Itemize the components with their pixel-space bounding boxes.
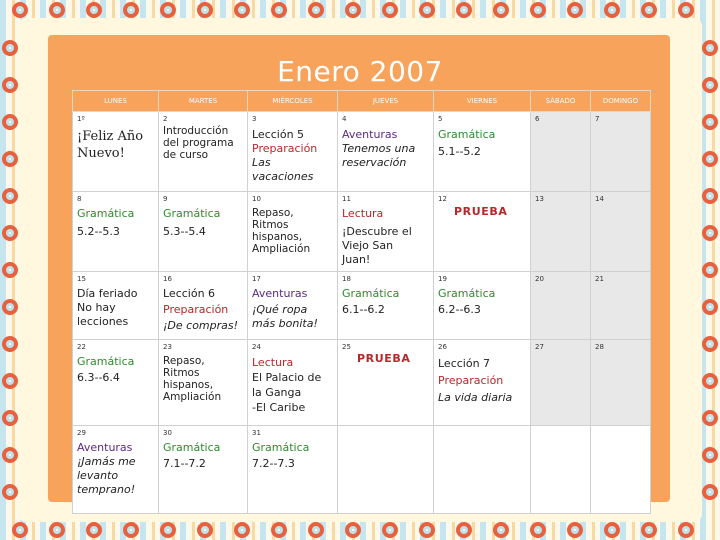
ring-decoration bbox=[678, 2, 694, 18]
note-line: Aventuras bbox=[77, 441, 133, 454]
week-row bbox=[73, 112, 651, 192]
ring-decoration bbox=[530, 522, 546, 538]
ring-decoration bbox=[86, 2, 102, 18]
ring-decoration bbox=[2, 373, 18, 389]
note-line: ¡Descubre el bbox=[342, 225, 412, 238]
day-cell bbox=[73, 272, 159, 340]
note-line: No hay bbox=[77, 301, 116, 314]
ring-decoration bbox=[2, 114, 18, 130]
note-line: Ampliación bbox=[163, 391, 222, 403]
day-number: 5 bbox=[438, 115, 443, 123]
weekend-cell bbox=[531, 272, 591, 340]
ring-decoration bbox=[702, 336, 718, 352]
note-line: Gramática bbox=[77, 207, 135, 220]
ring-decoration bbox=[702, 410, 718, 426]
day-number: 10 bbox=[252, 195, 261, 203]
weekday-friday: VIERNES bbox=[434, 91, 531, 112]
ring-decoration bbox=[49, 2, 65, 18]
note-line: Viejo San bbox=[342, 239, 394, 252]
day-cell bbox=[338, 272, 434, 340]
day-number: 18 bbox=[342, 275, 351, 283]
weekday-thursday: JUEVES bbox=[338, 91, 434, 112]
note-line: Gramática bbox=[438, 128, 496, 141]
ring-decoration bbox=[123, 522, 139, 538]
ring-decoration bbox=[234, 522, 250, 538]
note-line: Juan! bbox=[342, 253, 371, 266]
day-number: 31 bbox=[252, 429, 261, 437]
calendar-table bbox=[72, 90, 651, 514]
note-line: 7.1--7.2 bbox=[163, 457, 206, 470]
weekend-cell bbox=[531, 112, 591, 192]
day-number: 24 bbox=[252, 343, 261, 351]
note-line: ¡Jamás me bbox=[77, 455, 136, 468]
note-line: Tenemos una bbox=[342, 142, 416, 155]
note-line: -El Caribe bbox=[252, 401, 306, 414]
note-line: Introducción bbox=[163, 125, 229, 137]
note-line: 7.2--7.3 bbox=[252, 457, 295, 470]
day-cell bbox=[591, 426, 651, 514]
page-title: Enero 2007 bbox=[277, 55, 443, 88]
ring-decoration bbox=[456, 522, 472, 538]
day-number: 11 bbox=[342, 195, 351, 203]
day-number: 29 bbox=[77, 429, 86, 437]
ring-decoration bbox=[702, 484, 718, 500]
ring-decoration bbox=[604, 2, 620, 18]
ring-decoration bbox=[2, 40, 18, 56]
weekday-monday: LUNES bbox=[73, 91, 159, 112]
ring-decoration bbox=[493, 2, 509, 18]
note-line: hispanos, bbox=[163, 379, 214, 391]
day-number: 12 bbox=[438, 195, 447, 203]
ring-decoration bbox=[702, 262, 718, 278]
note-line: Gramática bbox=[342, 287, 400, 300]
day-number: 3 bbox=[252, 115, 257, 123]
ring-decoration bbox=[2, 484, 18, 500]
day-number: 30 bbox=[163, 429, 172, 437]
day-number: 9 bbox=[163, 195, 168, 203]
day-number: 2 bbox=[163, 115, 168, 123]
ring-decoration bbox=[160, 2, 176, 18]
weekday-saturday: SÁBADO bbox=[531, 91, 591, 112]
weekend-cell bbox=[591, 272, 651, 340]
weekend-cell bbox=[591, 192, 651, 272]
day-cell bbox=[434, 272, 531, 340]
note-line: Las bbox=[252, 156, 271, 169]
week-row bbox=[73, 426, 651, 514]
day-cell bbox=[159, 272, 248, 340]
note-line: hispanos, bbox=[252, 231, 303, 243]
weekend-cell bbox=[531, 192, 591, 272]
day-number: 23 bbox=[163, 343, 172, 351]
day-number bbox=[438, 428, 526, 439]
day-number: 4 bbox=[342, 115, 347, 123]
day-number: 27 bbox=[535, 343, 544, 351]
ring-decoration bbox=[493, 522, 509, 538]
ring-decoration bbox=[197, 522, 213, 538]
ring-decoration bbox=[123, 2, 139, 18]
ring-decoration bbox=[2, 188, 18, 204]
weekend-cell bbox=[591, 340, 651, 426]
day-number: 17 bbox=[252, 275, 261, 283]
note-line: Nuevo! bbox=[77, 146, 125, 161]
day-cell bbox=[159, 426, 248, 514]
week-row bbox=[73, 272, 651, 340]
note-line: 5.1--5.2 bbox=[438, 145, 481, 158]
day-number: 13 bbox=[535, 195, 544, 203]
ring-decoration bbox=[308, 522, 324, 538]
week-row bbox=[73, 192, 651, 272]
ring-decoration bbox=[308, 2, 324, 18]
day-cell bbox=[338, 340, 434, 426]
day-number: 25 bbox=[342, 343, 351, 351]
day-number bbox=[342, 428, 429, 439]
day-cell bbox=[338, 426, 434, 514]
ring-decoration bbox=[641, 2, 657, 18]
day-cell bbox=[248, 112, 338, 192]
ring-decoration bbox=[382, 522, 398, 538]
ring-decoration bbox=[678, 522, 694, 538]
day-number: 1º bbox=[77, 115, 85, 123]
note-line: Día feriado bbox=[77, 287, 138, 300]
ring-decoration bbox=[271, 2, 287, 18]
day-cell bbox=[73, 112, 159, 192]
day-number: 21 bbox=[595, 275, 604, 283]
ring-decoration bbox=[12, 522, 28, 538]
ring-decoration bbox=[2, 225, 18, 241]
day-number: 15 bbox=[77, 275, 86, 283]
ring-decoration bbox=[702, 151, 718, 167]
note-line: 5.2--5.3 bbox=[77, 225, 120, 238]
day-cell bbox=[73, 426, 159, 514]
day-number: 26 bbox=[438, 343, 447, 351]
note-line: Lección 5 bbox=[252, 128, 305, 141]
note-line: Ritmos bbox=[252, 219, 289, 231]
ring-decoration bbox=[641, 522, 657, 538]
weekday-header-row bbox=[73, 91, 651, 112]
note-line: lecciones bbox=[77, 315, 129, 328]
ring-decoration bbox=[567, 2, 583, 18]
day-cell bbox=[248, 340, 338, 426]
note-line: Gramática bbox=[252, 441, 310, 454]
day-number: 22 bbox=[77, 343, 86, 351]
ring-decoration bbox=[604, 522, 620, 538]
note-line: 6.3--6.4 bbox=[77, 371, 120, 384]
note-line: ¡Feliz Año bbox=[77, 129, 144, 144]
ring-decoration bbox=[197, 2, 213, 18]
note-line: del programa bbox=[163, 137, 234, 149]
note-line: levanto bbox=[77, 469, 119, 482]
ring-decoration bbox=[702, 447, 718, 463]
weekday-tuesday: MARTES bbox=[159, 91, 248, 112]
exam-label: PRUEBA bbox=[357, 352, 411, 365]
day-cell bbox=[159, 112, 248, 192]
day-number: 16 bbox=[163, 275, 172, 283]
note-line: Preparación bbox=[438, 374, 504, 387]
day-cell bbox=[338, 192, 434, 272]
note-line: 6.2--6.3 bbox=[438, 303, 481, 316]
day-cell bbox=[434, 112, 531, 192]
note-line: Aventuras bbox=[252, 287, 308, 300]
day-cell bbox=[338, 112, 434, 192]
day-cell bbox=[531, 426, 591, 514]
ring-decoration bbox=[702, 40, 718, 56]
day-number: 7 bbox=[595, 115, 600, 123]
day-number: 20 bbox=[535, 275, 544, 283]
day-number: 28 bbox=[595, 343, 604, 351]
day-number bbox=[535, 428, 586, 439]
note-line: temprano! bbox=[77, 483, 136, 496]
ring-decoration bbox=[234, 2, 250, 18]
week-row bbox=[73, 340, 651, 426]
day-cell bbox=[73, 340, 159, 426]
ring-decoration bbox=[702, 114, 718, 130]
ring-decoration bbox=[456, 2, 472, 18]
note-line: Ritmos bbox=[163, 367, 200, 379]
weekend-cell bbox=[531, 340, 591, 426]
note-line: Gramática bbox=[163, 441, 221, 454]
ring-decoration bbox=[702, 188, 718, 204]
ring-decoration bbox=[86, 522, 102, 538]
ring-decoration bbox=[12, 2, 28, 18]
note-line: Lectura bbox=[252, 356, 294, 369]
note-line: Gramática bbox=[438, 287, 496, 300]
ring-decoration bbox=[567, 522, 583, 538]
ring-decoration bbox=[382, 2, 398, 18]
day-number: 6 bbox=[535, 115, 540, 123]
ring-decoration bbox=[419, 2, 435, 18]
weekday-wednesday: MIÉRCOLES bbox=[248, 91, 338, 112]
ring-decoration bbox=[702, 225, 718, 241]
ring-decoration bbox=[702, 373, 718, 389]
note-line: ¡Qué ropa bbox=[252, 303, 308, 316]
day-cell bbox=[159, 192, 248, 272]
exam-label: PRUEBA bbox=[454, 205, 508, 218]
ring-decoration bbox=[2, 151, 18, 167]
ring-decoration bbox=[345, 522, 361, 538]
day-cell bbox=[248, 272, 338, 340]
weekday-sunday: DOMINGO bbox=[591, 91, 651, 112]
ring-decoration bbox=[419, 522, 435, 538]
day-cell bbox=[434, 426, 531, 514]
day-number: 19 bbox=[438, 275, 447, 283]
note-line: Lección 6 bbox=[163, 287, 216, 300]
note-line: Repaso, bbox=[252, 207, 294, 219]
day-cell bbox=[73, 192, 159, 272]
note-line: reservación bbox=[342, 156, 407, 169]
note-line: más bonita! bbox=[252, 317, 318, 330]
ring-decoration bbox=[530, 2, 546, 18]
ring-decoration bbox=[345, 2, 361, 18]
day-number bbox=[595, 428, 646, 439]
day-cell bbox=[434, 340, 531, 426]
day-number: 8 bbox=[77, 195, 82, 203]
ring-decoration bbox=[2, 336, 18, 352]
note-line: La vida diaria bbox=[438, 391, 513, 404]
note-line: El Palacio de bbox=[252, 371, 322, 384]
note-line: Ampliación bbox=[252, 243, 311, 255]
ring-decoration bbox=[2, 410, 18, 426]
note-line: 5.3--5.4 bbox=[163, 225, 206, 238]
note-line: Gramática bbox=[77, 355, 135, 368]
note-line: Lectura bbox=[342, 207, 384, 220]
note-line: ¡De compras! bbox=[163, 319, 239, 332]
weekend-cell bbox=[591, 112, 651, 192]
day-number: 14 bbox=[595, 195, 604, 203]
note-line: Aventuras bbox=[342, 128, 398, 141]
ring-decoration bbox=[702, 299, 718, 315]
note-line: vacaciones bbox=[252, 170, 314, 183]
ring-decoration bbox=[2, 299, 18, 315]
day-cell bbox=[248, 192, 338, 272]
note-line: la Ganga bbox=[252, 386, 302, 399]
note-line: de curso bbox=[163, 149, 209, 161]
day-cell bbox=[434, 192, 531, 272]
ring-decoration bbox=[49, 522, 65, 538]
day-cell bbox=[159, 340, 248, 426]
note-line: Lección 7 bbox=[438, 357, 491, 370]
note-line: 6.1--6.2 bbox=[342, 303, 385, 316]
ring-decoration bbox=[271, 522, 287, 538]
ring-decoration bbox=[2, 447, 18, 463]
note-line: Repaso, bbox=[163, 355, 205, 367]
ring-decoration bbox=[160, 522, 176, 538]
day-cell bbox=[248, 426, 338, 514]
note-line: Preparación bbox=[163, 303, 229, 316]
note-line: Gramática bbox=[163, 207, 221, 220]
note-line: Preparación bbox=[252, 142, 318, 155]
ring-decoration bbox=[2, 262, 18, 278]
